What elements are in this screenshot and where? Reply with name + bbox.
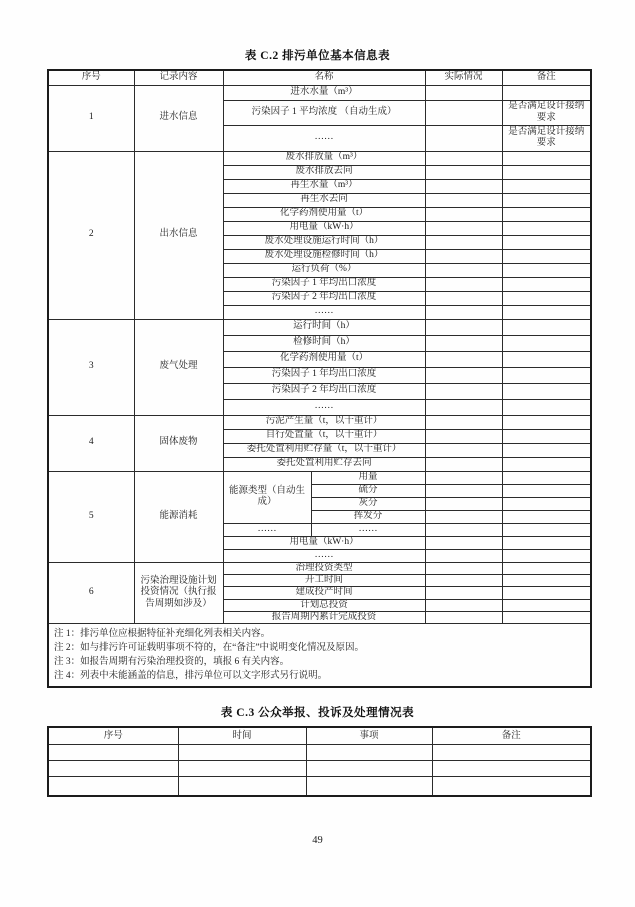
name-cell: 开工时间 — [223, 574, 425, 586]
column-header: 名称 — [223, 70, 425, 85]
actual-cell — [425, 351, 502, 367]
remark-cell — [502, 383, 591, 399]
remark-cell — [502, 612, 591, 624]
remark-cell — [502, 415, 591, 429]
actual-cell — [425, 415, 502, 429]
name-cell: 废水排放去向 — [223, 165, 425, 179]
empty-cell — [432, 776, 591, 796]
column-header: 实际情况 — [425, 70, 502, 85]
name-cell: …… — [223, 523, 311, 536]
actual-cell — [425, 263, 502, 277]
remark-cell: 是否满足设计接纳要求 — [502, 100, 591, 125]
remark-cell — [502, 291, 591, 305]
category-cell: 固体废物 — [134, 415, 223, 471]
serial-cell: 3 — [48, 319, 134, 415]
name-cell: …… — [223, 125, 425, 151]
remark-cell — [502, 85, 591, 100]
remark-cell — [502, 510, 591, 523]
note-line: 注 3：如报告周期有污染治理投资的，填报 6 有关内容。 — [54, 657, 290, 668]
name-cell: 污染因子 2 年均出口浓度 — [223, 383, 425, 399]
actual-cell — [425, 207, 502, 221]
empty-cell — [178, 760, 306, 776]
actual-cell — [425, 443, 502, 457]
table-row — [48, 415, 591, 429]
remark-cell — [502, 399, 591, 415]
name-cell: 自行处置量（t，以干重计） — [223, 429, 425, 443]
actual-cell — [425, 319, 502, 335]
category-cell: 污染治理设施计划投资情况（执行报告周期如涉及） — [134, 562, 223, 624]
name-cell: …… — [223, 305, 425, 319]
actual-cell — [425, 193, 502, 207]
empty-cell — [432, 744, 591, 760]
actual-cell — [425, 562, 502, 574]
actual-cell — [425, 612, 502, 624]
remark-cell — [502, 221, 591, 235]
serial-cell: 1 — [48, 85, 134, 151]
note-line: 注 2：如与排污许可证载明事项不符的，在“备注”中说明变化情况及原因。 — [54, 643, 365, 654]
remark-cell — [502, 193, 591, 207]
actual-cell — [425, 587, 502, 599]
name-cell: …… — [223, 549, 425, 562]
actual-cell — [425, 510, 502, 523]
serial-cell: 5 — [48, 471, 134, 562]
table-row — [48, 85, 591, 100]
actual-cell — [425, 599, 502, 611]
name-cell: 委托处置利用贮存去向 — [223, 457, 425, 471]
energy-type-cell: 能源类型（自动生成） — [223, 471, 311, 523]
actual-cell — [425, 383, 502, 399]
remark-cell — [502, 305, 591, 319]
table-row — [48, 70, 591, 85]
note-line: 注 1：排污单位应根据特征补充细化列表相关内容。 — [54, 629, 271, 640]
column-header: 序号 — [48, 727, 178, 744]
name-cell: 废水处理设施运行时间（h） — [223, 235, 425, 249]
name-cell: 污染因子 1 年均出口浓度 — [223, 367, 425, 383]
remark-cell — [502, 574, 591, 586]
name-cell: 污染因子 1 平均浓度 （自动生成） — [223, 100, 425, 125]
actual-cell — [425, 235, 502, 249]
actual-cell — [425, 221, 502, 235]
name-cell: 建成投产时间 — [223, 587, 425, 599]
actual-cell — [425, 536, 502, 549]
table-row — [48, 151, 591, 165]
column-header: 时间 — [178, 727, 306, 744]
table-c2 — [47, 69, 592, 688]
page-number: 49 — [312, 835, 323, 847]
actual-cell — [425, 497, 502, 510]
column-header: 事项 — [306, 727, 432, 744]
empty-cell — [306, 744, 432, 760]
table-row — [48, 624, 591, 688]
actual-cell — [425, 549, 502, 562]
serial-cell: 4 — [48, 415, 134, 471]
actual-cell — [425, 291, 502, 305]
remark-cell — [502, 549, 591, 562]
empty-cell — [178, 744, 306, 760]
name-cell: 报告周期内累计完成投资 — [223, 612, 425, 624]
name-cell: …… — [223, 399, 425, 415]
name-cell: 进水水量（m³） — [223, 85, 425, 100]
actual-cell — [425, 305, 502, 319]
empty-cell — [48, 760, 178, 776]
category-cell: 进水信息 — [134, 85, 223, 151]
empty-cell — [48, 776, 178, 796]
name-cell: 废水处理设施检修时间（h） — [223, 249, 425, 263]
remark-cell — [502, 587, 591, 599]
remark-cell — [502, 562, 591, 574]
remark-cell — [502, 536, 591, 549]
actual-cell — [425, 151, 502, 165]
name-cell: 运行负荷（%） — [223, 263, 425, 277]
actual-cell — [425, 335, 502, 351]
actual-cell — [425, 125, 502, 151]
column-header: 记录内容 — [134, 70, 223, 85]
table-c3-title: 表 C.3 公众举报、投诉及处理情况表 — [220, 707, 415, 720]
category-cell: 废气处理 — [134, 319, 223, 415]
name-cell: 硫分 — [311, 484, 425, 497]
actual-cell — [425, 367, 502, 383]
actual-cell — [425, 574, 502, 586]
name-cell: 运行时间（h） — [223, 319, 425, 335]
name-cell: 委托处置利用贮存量（t，以干重计） — [223, 443, 425, 457]
actual-cell — [425, 100, 502, 125]
remark-cell — [502, 471, 591, 484]
table-row — [48, 471, 591, 484]
name-cell: 化学药剂使用量（t） — [223, 351, 425, 367]
remark-cell — [502, 351, 591, 367]
actual-cell — [425, 399, 502, 415]
name-cell: 计划总投资 — [223, 599, 425, 611]
name-cell: …… — [311, 523, 425, 536]
remark-cell — [502, 249, 591, 263]
name-cell: 用量 — [311, 471, 425, 484]
remark-cell — [502, 207, 591, 221]
actual-cell — [425, 484, 502, 497]
notes-cell — [48, 624, 591, 688]
actual-cell — [425, 249, 502, 263]
remark-cell — [502, 599, 591, 611]
name-cell: 治理投资类型 — [223, 562, 425, 574]
actual-cell — [425, 165, 502, 179]
name-cell: 废水排放量（m³） — [223, 151, 425, 165]
column-header: 序号 — [48, 70, 134, 85]
name-cell: 用电量（kW·h） — [223, 536, 425, 549]
table-row — [48, 319, 591, 335]
name-cell: 污染因子 2 年均出口浓度 — [223, 291, 425, 305]
actual-cell — [425, 523, 502, 536]
remark-cell — [502, 523, 591, 536]
actual-cell — [425, 277, 502, 291]
column-header: 备注 — [432, 727, 591, 744]
name-cell: 化学药剂使用量（t） — [223, 207, 425, 221]
actual-cell — [425, 471, 502, 484]
remark-cell — [502, 179, 591, 193]
empty-cell — [178, 776, 306, 796]
remark-cell — [502, 263, 591, 277]
table-row — [48, 562, 591, 574]
table-c3 — [47, 726, 592, 797]
name-cell: 再生水量（m³） — [223, 179, 425, 193]
category-cell: 能源消耗 — [134, 471, 223, 562]
remark-cell — [502, 429, 591, 443]
name-cell: 检修时间（h） — [223, 335, 425, 351]
remark-cell — [502, 497, 591, 510]
empty-cell — [306, 760, 432, 776]
table-row — [48, 744, 591, 760]
name-cell: 挥发分 — [311, 510, 425, 523]
category-cell: 出水信息 — [134, 151, 223, 319]
remark-cell: 是否满足设计接纳要求 — [502, 125, 591, 151]
empty-cell — [432, 760, 591, 776]
remark-cell — [502, 484, 591, 497]
remark-cell — [502, 151, 591, 165]
actual-cell — [425, 429, 502, 443]
name-cell: 污染因子 1 年均出口浓度 — [223, 277, 425, 291]
name-cell: 灰分 — [311, 497, 425, 510]
remark-cell — [502, 457, 591, 471]
table-row — [48, 760, 591, 776]
table-row — [48, 727, 591, 744]
name-cell: 污泥产生量（t，以干重计） — [223, 415, 425, 429]
empty-cell — [306, 776, 432, 796]
name-cell: 用电量（kW·h） — [223, 221, 425, 235]
name-cell: 再生水去向 — [223, 193, 425, 207]
serial-cell: 6 — [48, 562, 134, 624]
remark-cell — [502, 319, 591, 335]
remark-cell — [502, 277, 591, 291]
actual-cell — [425, 179, 502, 193]
column-header: 备注 — [502, 70, 591, 85]
remark-cell — [502, 367, 591, 383]
remark-cell — [502, 165, 591, 179]
actual-cell — [425, 85, 502, 100]
table-c2-title: 表 C.2 排污单位基本信息表 — [244, 50, 391, 62]
remark-cell — [502, 335, 591, 351]
table-row — [48, 776, 591, 796]
actual-cell — [425, 457, 502, 471]
serial-cell: 2 — [48, 151, 134, 319]
note-line: 注 4：列表中未能涵盖的信息，排污单位可以文字形式另行说明。 — [54, 671, 328, 682]
empty-cell — [48, 744, 178, 760]
remark-cell — [502, 235, 591, 249]
remark-cell — [502, 443, 591, 457]
